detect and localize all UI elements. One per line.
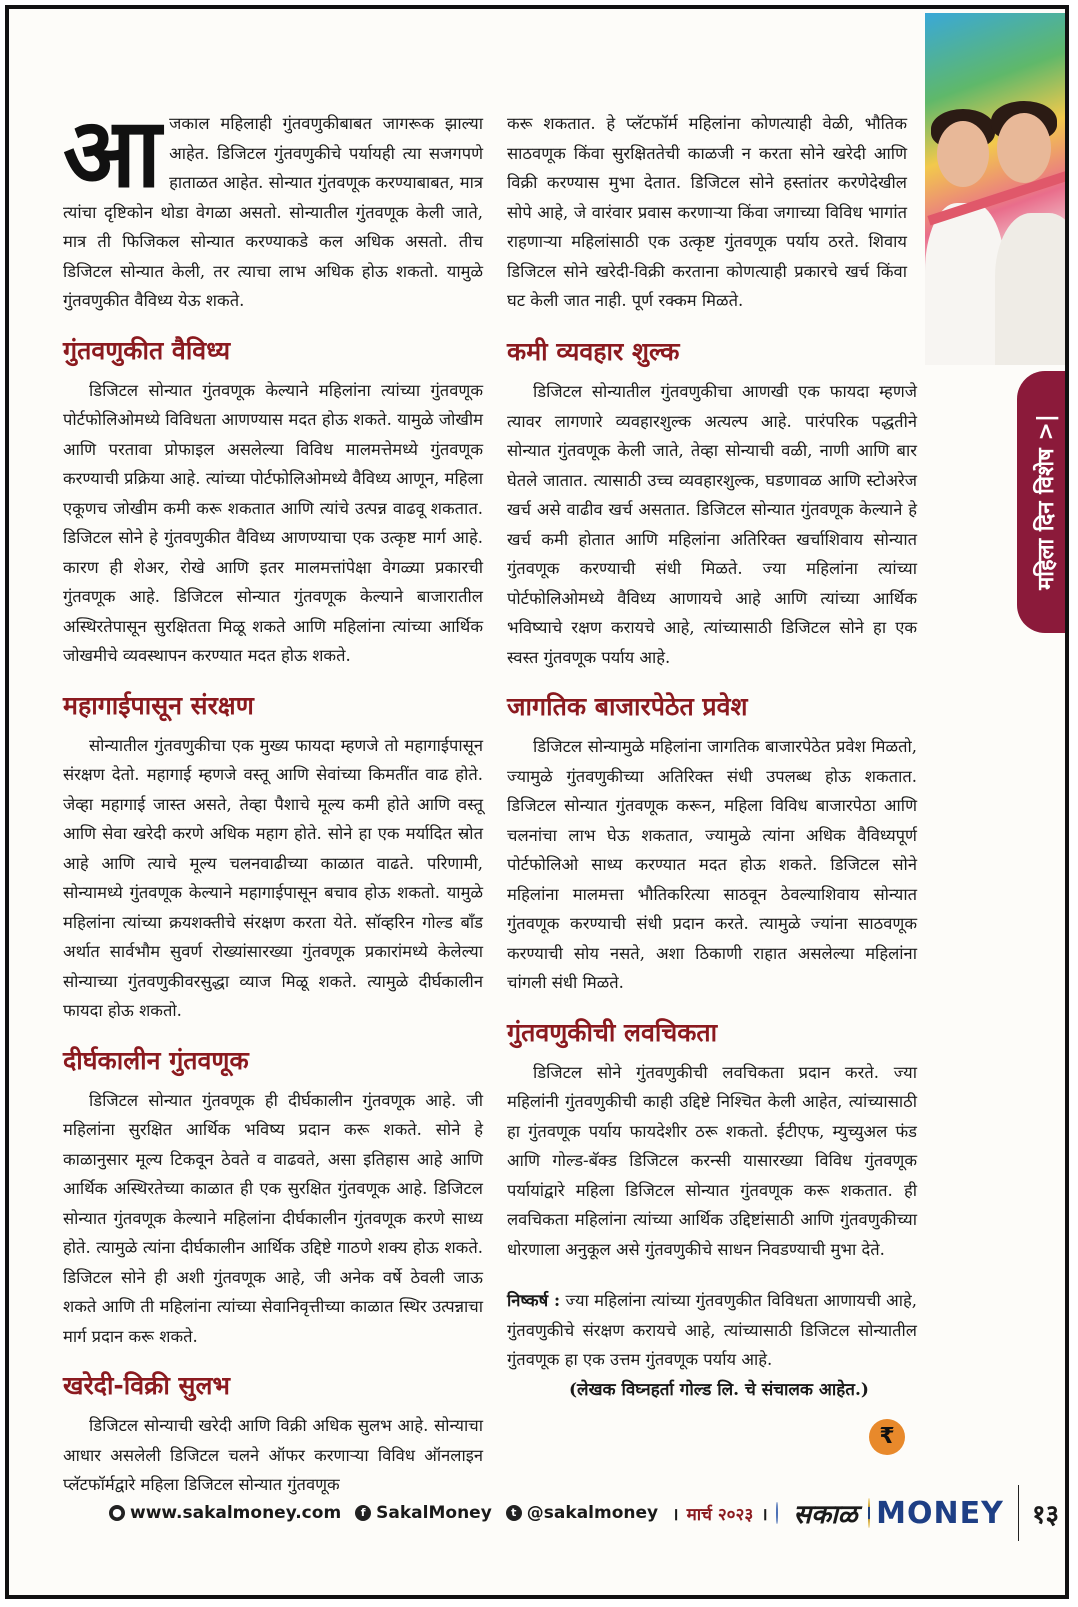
right-column-top xyxy=(507,109,907,316)
intro-text: जकाल महिलाही गुंतवणुकीबाबत जागरूक झाल्या आहेत. डिजिटल गुंतवणुकीचे पर्यायही त्या सजगपणे हाताळत आहेत. सोन्यात गुंतवणूक करण्याबाबत, मात्र त्यांचा दृष्टिकोन थोडा वेगळा असतो. सोन्यातील गुंतवणूक केली जाते, मात्र ती फिजिकल सोन्यात करण्याकडे कल अधिक असतो. तीच डिजिटल सोन्यात केली, तर त्याचा लाभ अधिक होऊ शकतो. यामुळे गुंतवणुकीत वैविध्य येऊ शकते. xyxy=(63,114,483,310)
section-heading-fees: कमी व्यवहार शुल्क xyxy=(507,337,680,366)
section-text-longterm: डिजिटल सोन्यात गुंतवणूक ही दीर्घकालीन गुंतवणूक आहे. जी महिलांना सुरक्षित आर्थिक भविष्य प्रदान करू शकते. सोने हे काळानुसार मूल्य टिकवून ठेवते व वाढवते, असा इतिहास आहे आणि आर्थिक अस्थिरतेच्या काळात ही एक सुरक्षित गुंतवणूक आहे. डिजिटल सोन्यात गुंतवणूक केल्याने महिलांना दीर्घकालीन गुंतवणूक करणे साध्य होते. त्यामुळे त्यांना दीर्घकालीन आर्थिक उद्दिष्टे गाठणे शक्य होऊ शकते. डिजिटल सोने ही अशी गुंतवणूक आहे, जी अनेक वर्षे ठेवली जाऊ शकते आणि ती महिलांना त्यांच्या सेवानिवृत्तीच्या काळात स्थिर उत्पन्नाचा मार्ग प्रदान करू शकते. xyxy=(63,1090,483,1346)
section-heading-global: जागतिक बाजारपेठेत प्रवेश xyxy=(507,692,748,721)
author-byline: (लेखक विघ्नहर्ता गोल्ड लि. चे संचालक आहेत.) xyxy=(569,1380,869,1400)
brand-money: MONEY xyxy=(876,1495,1004,1531)
section-text-inflation: सोन्यातील गुंतवणुकीचा एक मुख्य फायदा म्हणजे तो महागाईपासून संरक्षण देतो. महागाई म्हणजे वस्तू आणि सेवांच्या किमतींत वाढ होते. जेव्हा महागाई जास्त असते, तेव्हा पैशाचे मूल्य कमी होते आणि वस्तू आणि सेवा खरेदी करणे अधिक महाग होते. सोने हा एक मर्यादित स्रोत आहे आणि त्याचे मूल्य चलनवाढीच्या काळात वाढते. परिणामी, सोन्यामध्ये गुंतवणूक केल्याने महागाईपासून बचाव होऊ शकतो. यामुळे महिलांना त्यांच्या क्रयशक्तीचे संरक्षण करता येते. सॉव्हरिन गोल्ड बाँड अर्थात सार्वभौम सुवर्ण रोख्यांसारख्या गुंतवणूक प्रकारांमध्ये केलेल्या सोन्याच्या गुंतवणुकीवरसुद्धा व्याज मिळू शकते. त्यामुळे दीर्घकालीन फायदा होऊ शकतो. xyxy=(63,735,483,1020)
section-text-buysell: डिजिटल सोन्याची खरेदी आणि विक्री अधिक सुलभ आहे. सोन्याचा आधार असलेली डिजिटल चलने ऑफर करणाऱ्या विविध ऑनलाइन प्लॅटफॉर्मद्वारे महिला डिजिटल सोन्यात गुंतवणूक xyxy=(63,1416,483,1494)
women-holi-photo xyxy=(925,13,1069,365)
section-text-flexibility: डिजिटल सोने गुंतवणुकीची लवचिकता प्रदान करते. ज्या महिलांनी गुंतवणुकीची काही उद्दिष्टे निश्चित केली आहेत, त्यांच्यासाठी हा गुंतवणूक पर्याय फायदेशीर ठरू शकतो. ईटीएफ, म्युच्युअल फंड आणि गोल्ड-बॅक्ड डिजिटल करन्सी यासारख्या विविध गुंतवणूक पर्यायांद्वारे महिला डिजिटल सोन्यात गुंतवणूक करू शकतात. ही लवचिकता महिलांना त्यांच्या आर्थिक उद्दिष्टांसाठी आणि गुंतवणुकीच्या धोरणाला अनुकूल असे गुंतवणुकीचे साधन निवडण्याची मुभा देते. xyxy=(507,1062,917,1259)
footer-website[interactable]: ● www.sakalmoney.com xyxy=(109,1503,341,1523)
section-heading-buysell: खरेदी-विक्री सुलभ xyxy=(63,1371,230,1400)
dropcap: आ xyxy=(63,97,162,209)
twitter-icon: t xyxy=(506,1505,522,1521)
section-heading-flexibility: गुंतवणुकीची लवचिकता xyxy=(507,1017,718,1047)
issue-month: मार्च २०२३ xyxy=(686,1504,754,1525)
footer-separator-2: । xyxy=(761,1504,768,1525)
conclusion-text: ज्या महिलांना त्यांच्या गुंतवणुकीत विविधता आणायची आहे, गुंतवणुकीचे संरक्षण करायचे आहे, त्यांच्यासाठी डिजिटल सोन्यातील गुंतवणूक हा एक उत्तम गुंतवणूक पर्याय आहे. xyxy=(507,1291,917,1369)
section-text-diversification: डिजिटल सोन्यात गुंतवणूक केल्याने महिलांना त्यांच्या गुंतवणूक पोर्टफोलिओमध्ये विविधता आणण्यास मदत होऊ शकते. यामुळे जोखीम आणि परतावा प्रोफाइल असलेल्या विविध मालमत्तेमध्ये गुंतवणूक करण्याची प्रक्रिया आहे. त्यांच्या पोर्टफोलिओमध्ये वैविध्य आणून, महिला एकूणच जोखीम कमी करू शकतात आणि त्यांचे उत्पन्न वाढवू शकतात. डिजिटल सोने हे गुंतवणुकीत वैविध्य आणण्याचा एक उत्कृष्ट मार्ग आहे. कारण ही शेअर, रोखे आणि इतर मालमत्तांपेक्षा वेगळ्या प्रकारची गुंतवणूक आहे. डिजिटल सोन्यात गुंतवणूक केल्याने बाजारातील अस्थिरतेपासून सुरक्षितता मिळू शकते आणि महिलांना त्यांच्या आर्थिक जोखमीचे व्यवस्थापन करण्यात मदत होऊ शकते. xyxy=(63,380,483,665)
facebook-icon: f xyxy=(355,1505,371,1521)
footer-separator: । xyxy=(672,1504,679,1525)
section-side-tab xyxy=(1017,371,1069,633)
brand-sakal: सकाळ xyxy=(793,1500,858,1530)
section-text-global: डिजिटल सोन्यामुळे महिलांना जागतिक बाजारपेठेत प्रवेश मिळतो, ज्यामुळे गुंतवणुकीच्या अतिरिक्त संधी उपलब्ध होऊ शकतात. डिजिटल सोन्यात गुंतवणूक करून, महिला विविध बाजारपेठा आणि चलनांचा लाभ घेऊ शकतात, ज्यामुळे त्यांना अधिक वैविध्यपूर्ण पोर्टफोलिओ साध्य करण्यात मदत होऊ शकते. डिजिटल सोने महिलांना मालमत्ता भौतिकरित्या साठवून ठेवल्याशिवाय सोन्यात गुंतवणूक करण्याची संधी प्रदान करते. त्यामुळे ज्यांना साठवणूक करण्याची सोय नसते, अशा ठिकाणी राहात असलेल्या महिलांना चांगली संधी मिळते. xyxy=(507,737,917,992)
section-text-fees: डिजिटल सोन्यातील गुंतवणुकीचा आणखी एक फायदा म्हणजे त्यावर लागणारे व्यवहारशुल्क अत्यल्प आहे. पारंपरिक पद्धतीने सोन्यात गुंतवणूक केली जाते, तेव्हा सोन्याची वळी, नाणी आणि बार घेतले जातात. त्यासाठी उच्च व्यवहारशुल्क, घडणावळ आणि स्टोअरेज खर्च असे वाढीव खर्च असतात. डिजिटल सोन्यात गुंतवणूक केल्याने हे खर्च कमी होतात आणि महिलांना अतिरिक्त खर्चाशिवाय सोन्यात गुंतवणूक करण्याची संधी मिळते. ज्या महिलांना त्यांच्या पोर्टफोलिओमध्ये वैविध्य आणायचे आहे आणि त्यांच्या आर्थिक भविष्याचे रक्षण करायचे आहे, त्यांच्यासाठी डिजिटल सोने हा एक स्वस्त गुंतवणूक पर्याय आहे. xyxy=(507,382,917,667)
page-footer xyxy=(109,1493,1059,1533)
magazine-page xyxy=(5,5,1069,1599)
conclusion xyxy=(507,1286,917,1375)
section-heading-longterm: दीर्घकालीन गुंतवणूक xyxy=(63,1045,249,1075)
footer-twitter[interactable]: t @sakalmoney xyxy=(506,1503,658,1523)
rupee-icon: ₹ xyxy=(869,1419,905,1455)
page-number: १३ xyxy=(1031,1500,1060,1530)
footer-facebook[interactable]: f SakalMoney xyxy=(355,1503,492,1523)
globe-icon: ● xyxy=(109,1505,125,1521)
conclusion-label: निष्कर्ष : xyxy=(507,1291,561,1310)
section-heading-inflation: महागाईपासून संरक्षण xyxy=(63,690,254,720)
sakal-logo-icon xyxy=(776,1502,778,1524)
section-heading-diversification: गुंतवणुकीत वैविध्य xyxy=(63,335,231,365)
left-column xyxy=(63,97,483,1500)
money-coin-icon xyxy=(868,1498,871,1528)
intro-paragraph xyxy=(63,97,483,316)
side-tab-label: महिला दिन विशेष >| xyxy=(1034,414,1059,590)
buysell-continuation: करू शकतात. हे प्लॅटफॉर्म महिलांना कोणत्याही वेळी, भौतिक साठवणूक किंवा सुरक्षिततेची काळजी न करता सोने खरेदी आणि विक्री करण्यास मुभा देतात. डिजिटल सोने हस्तांतर करणेदेखील सोपे आहे, जे वारंवार प्रवास करणाऱ्या किंवा जगाच्या विविध भागांत राहणाऱ्या महिलांसाठी एक उत्कृष्ट गुंतवणूक पर्याय ठरते. शिवाय डिजिटल सोने खरेदी-विक्री करताना कोणत्याही प्रकारचे खर्च किंवा घट केली जात नाही. पूर्ण रक्कम मिळते. xyxy=(507,114,907,310)
right-column xyxy=(507,317,917,1375)
